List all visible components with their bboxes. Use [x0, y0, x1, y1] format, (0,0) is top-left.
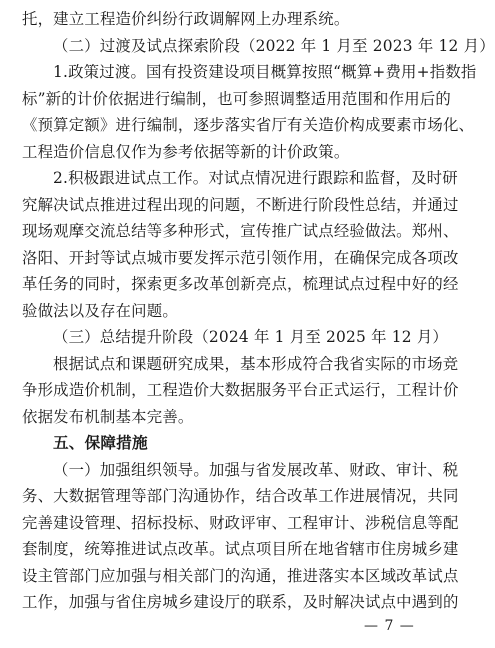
text-line: 套制度，统筹推进试点改革。试点项目所在地省辖市住房城乡建: [22, 540, 459, 558]
text-line: 争形成造价机制，工程造价大数据服务平台正式运行，工程计价: [22, 381, 459, 399]
text-line: 洛阳、开封等试点城市要发挥示范引领作用，在确保完成各项改: [22, 248, 459, 267]
document-page: [22, 6, 495, 616]
text-line: 设主管部门应加强与相关部门的沟通，推进落实本区域改革试点: [22, 566, 459, 585]
text-line: 现场观摩交流总结等多种形式，宣传推广试点经验做法。郑州、: [22, 222, 459, 240]
section-heading: 五、保障措施: [53, 434, 148, 452]
text-line: 验做法以及存在问题。: [22, 301, 178, 320]
text-line: （一）加强组织领导。加强与省发展改革、财政、审计、税: [53, 460, 459, 479]
text-line: 革任务的同时，探索更多改革创新亮点，梳理试点过程中好的经: [22, 275, 459, 293]
subsection-heading: （二）过渡及试点探索阶段（2022 年 1 月至 2023 年 12 月）: [53, 36, 495, 55]
subsection-heading: （三）总结提升阶段（2024 年 1 月至 2025 年 12 月）: [53, 328, 449, 346]
text-line: 究解决试点推进过程出现的问题，不断进行阶段性总结，并通过: [22, 195, 459, 214]
text-line: 根据试点和课题研究成果，基本形成符合我省实际的市场竞: [53, 354, 459, 373]
text-line: 2.积极跟进试点工作。对试点情况进行跟踪和监督，及时研: [53, 169, 458, 187]
text-line: 务、大数据管理等部门沟通协作，结合改革工作进展情况，共同: [22, 487, 459, 505]
text-line: 《预算定额》进行编制，逐步落实省厅有关造价构成要素市场化、: [22, 116, 475, 134]
text-line: 完善建设管理、招标投标、财政评审、工程审计、涉税信息等配: [22, 513, 459, 532]
text-line: 工程造价信息仅作为参考依据等新的计价政策。: [22, 142, 350, 161]
text-line: 依据发布机制基本完善。: [22, 407, 194, 426]
page-number: — 7 —: [364, 618, 415, 634]
text-line: 工作，加强与省住房城乡建设厅的联系，及时解决试点中遇到的: [22, 593, 459, 611]
text-line: 1.政策过渡。国有投资建设项目概算按照“概算+费用+指数指: [53, 63, 477, 81]
text-line: 标”新的计价依据进行编制，也可参照调整适用范围和作用后的: [22, 89, 452, 108]
text-line: 托，建立工程造价纠纷行政调解网上办理系统。: [22, 10, 350, 28]
